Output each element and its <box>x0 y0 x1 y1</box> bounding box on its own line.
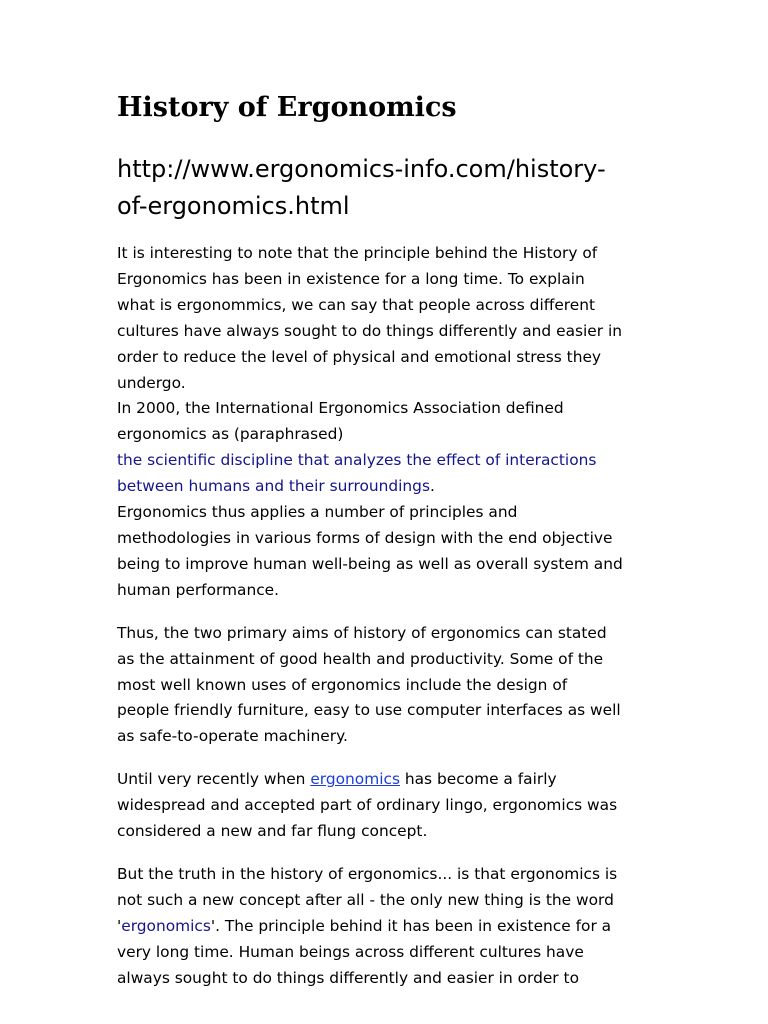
text-line: as the attainment of good health and productivity. Some of the <box>117 649 604 668</box>
source-url <box>117 151 647 225</box>
definition-quote-line-1: the scientific discipline that analyzes the effect of interactions <box>117 451 597 470</box>
text-line: undergo. <box>117 373 186 392</box>
text-line: Ergonomics thus applies a number of principles and <box>117 503 518 522</box>
paragraph-4 <box>117 862 662 992</box>
ergonomics-link[interactable]: ergonomics <box>310 770 400 789</box>
text-segment: '. The principle behind it has been in existence for a <box>210 916 612 935</box>
definition-quote-text: between humans and their surroundings <box>117 477 430 496</box>
text-line <box>117 767 662 793</box>
quote-period: . <box>429 477 435 496</box>
text-line: In 2000, the International Ergonomics Association defined <box>117 399 564 418</box>
text-segment: has become a fairly <box>399 770 557 789</box>
text-line: human performance. <box>117 580 280 599</box>
source-url-line-2: of-ergonomics.html <box>117 192 350 220</box>
text-line: always sought to do things differently and easier in order to <box>117 968 579 987</box>
paragraph-1 <box>117 241 662 604</box>
text-line <box>117 914 662 940</box>
text-line: what is ergonommics, we can say that people across different <box>117 295 596 314</box>
text-line: Ergonomics has been in existence for a long time. To explain <box>117 269 585 288</box>
text-line: most well known uses of ergonomics include the design of <box>117 675 568 694</box>
text-line: as safe-to-operate machinery. <box>117 727 348 746</box>
text-segment: ' <box>117 916 122 935</box>
paragraph-3 <box>117 767 662 845</box>
text-line: cultures have always sought to do things differently and easier in <box>117 321 623 340</box>
text-line: considered a new and far flung concept. <box>117 822 428 841</box>
text-segment: Until very recently when <box>117 770 311 789</box>
text-line: methodologies in various forms of design with the end objective <box>117 528 613 547</box>
text-line: Thus, the two primary aims of history of ergonomics can stated <box>117 623 607 642</box>
paragraph-2 <box>117 621 662 751</box>
text-line: people friendly furniture, easy to use computer interfaces as well <box>117 701 621 720</box>
text-line: It is interesting to note that the principle behind the History of <box>117 244 598 262</box>
ergonomics-term: ergonomics <box>121 916 211 935</box>
text-line: ergonomics as (paraphrased) <box>117 425 344 444</box>
page-title: History of Ergonomics <box>117 92 457 123</box>
text-line: very long time. Human beings across different cultures have <box>117 942 584 961</box>
text-line: not such a new concept after all - the only new thing is the word <box>117 890 614 909</box>
text-line: being to improve human well-being as well as overall system and <box>117 554 623 573</box>
definition-quote-line-2 <box>117 474 662 500</box>
source-url-line-1: http://www.ergonomics-info.com/history- <box>117 155 606 183</box>
text-line: widespread and accepted part of ordinary lingo, ergonomics was <box>117 796 618 815</box>
article-body <box>117 241 662 1008</box>
text-line: order to reduce the level of physical and emotional stress they <box>117 347 602 366</box>
text-line: But the truth in the history of ergonomics... is that ergonomics is <box>117 864 618 883</box>
